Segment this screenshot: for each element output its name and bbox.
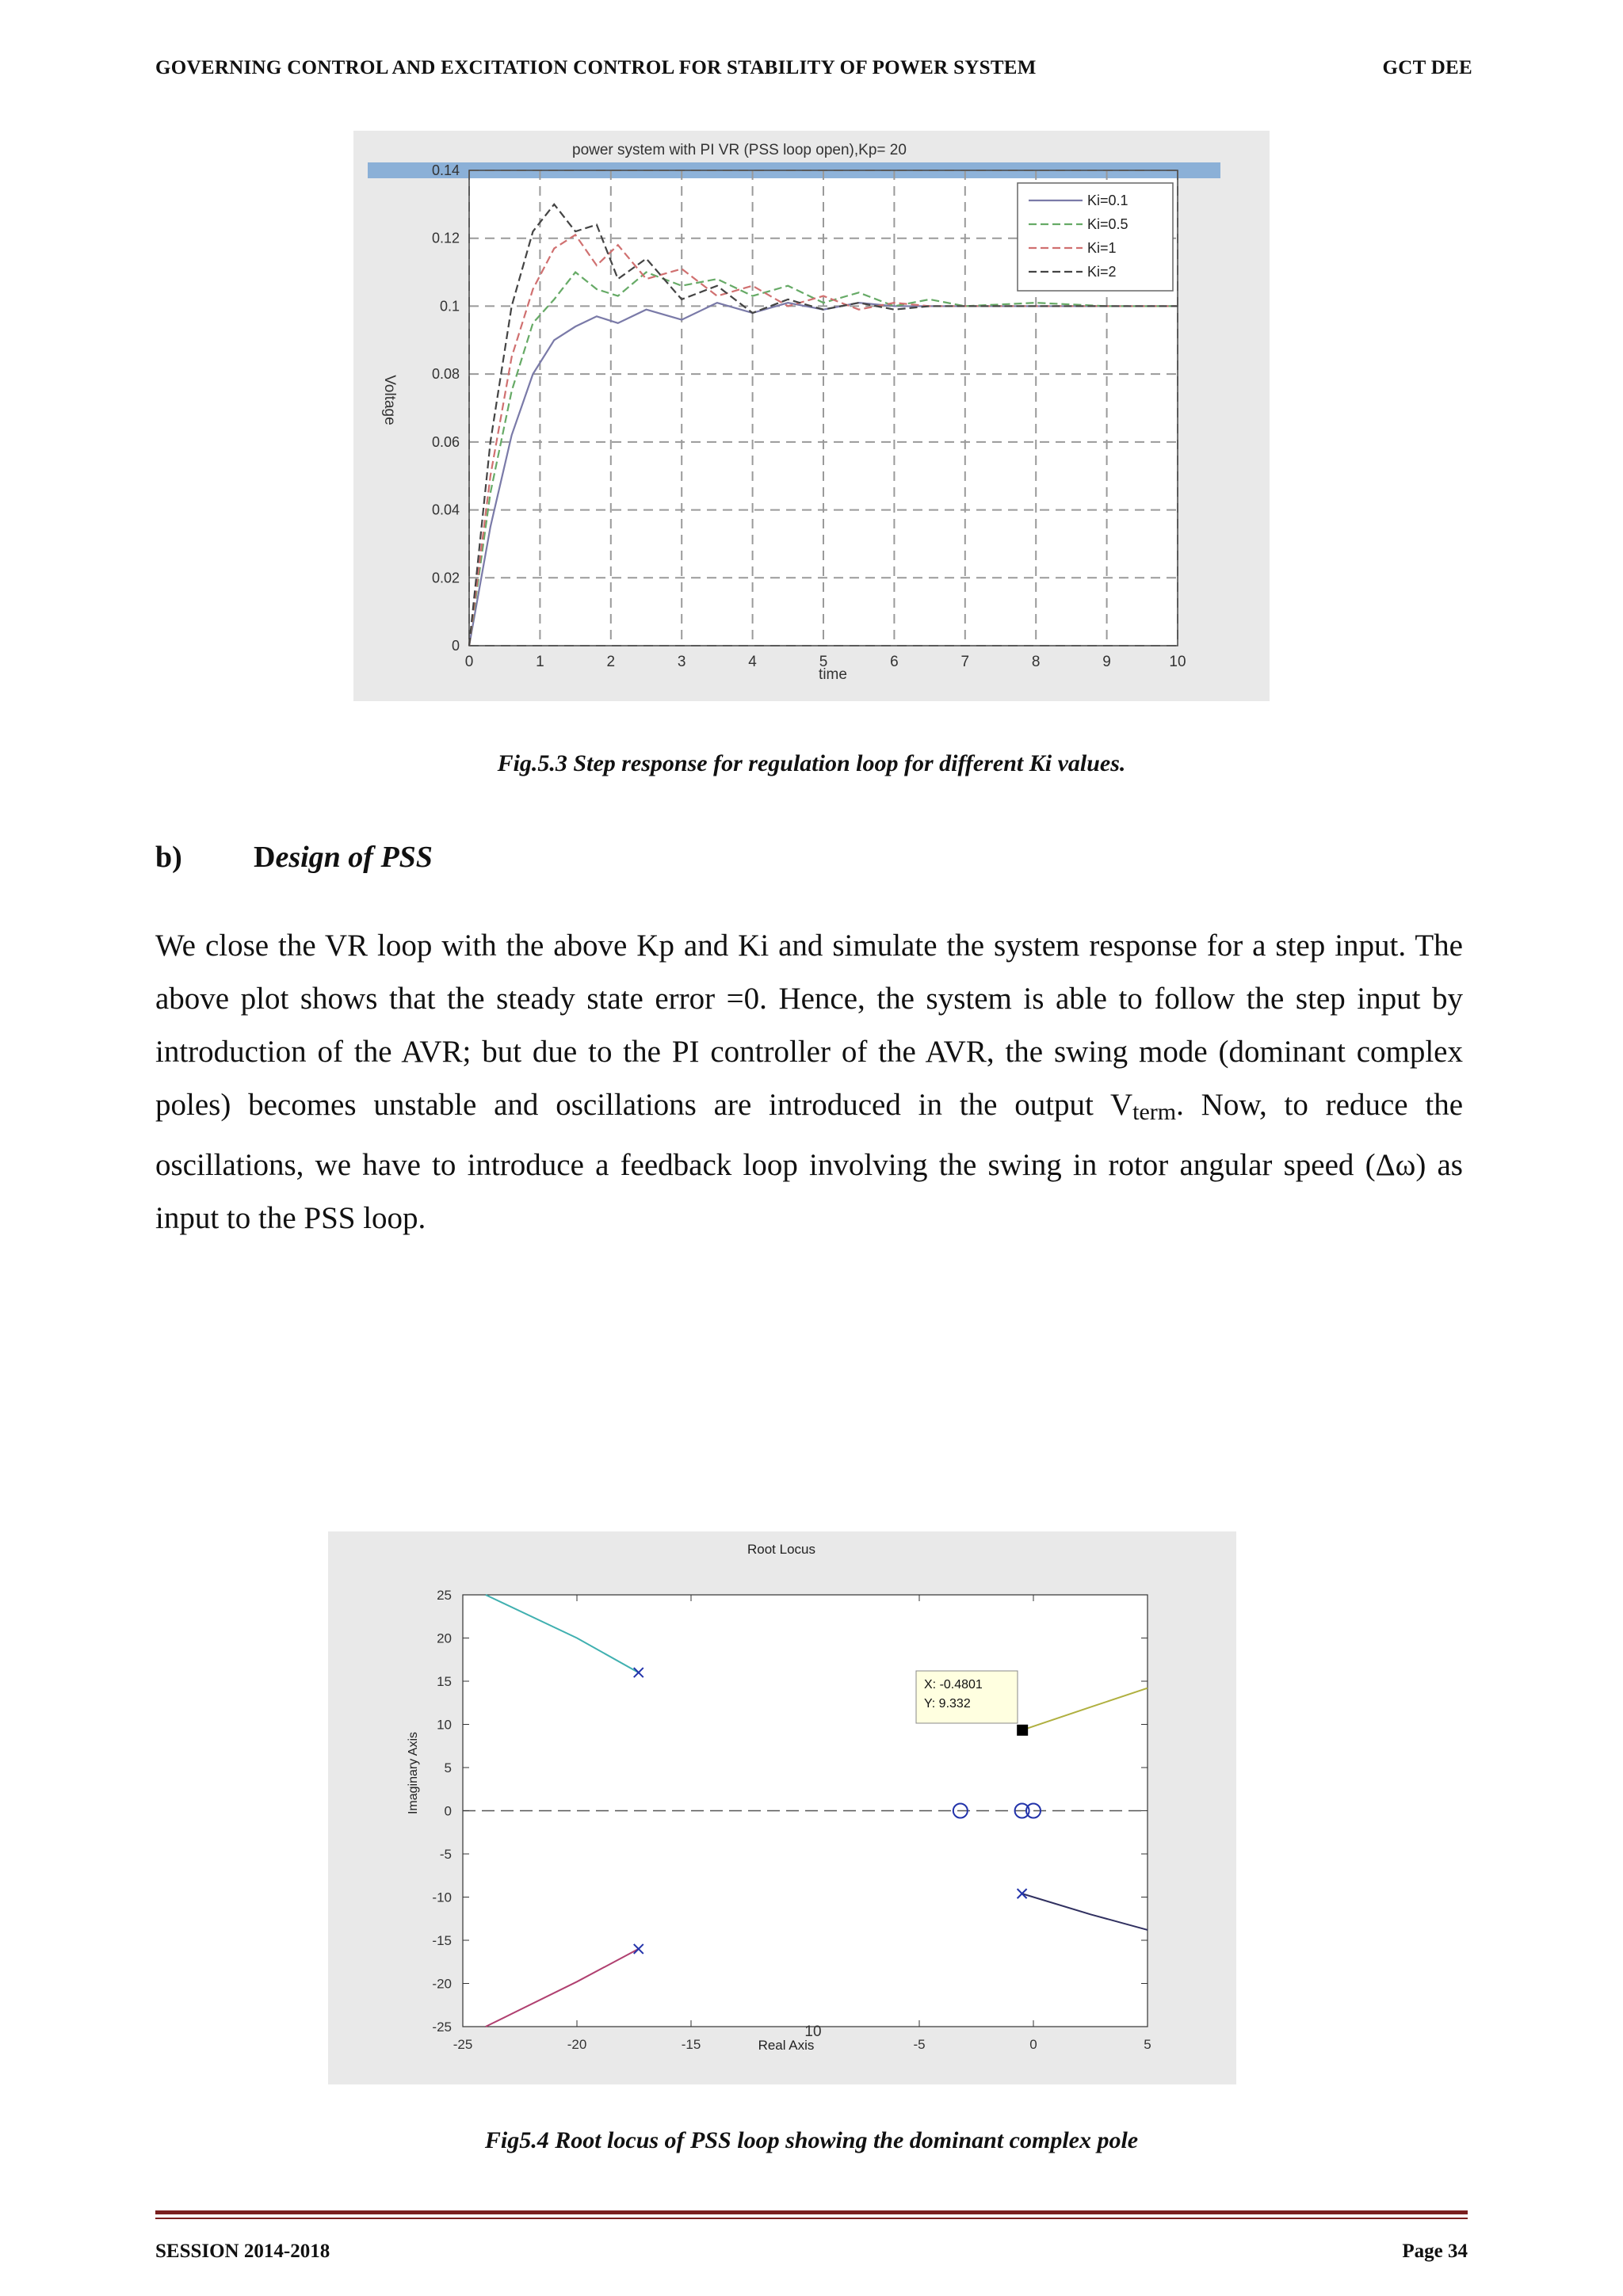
x-tick-label: 9	[1102, 654, 1111, 670]
legend-label: Ki=0.5	[1087, 216, 1128, 232]
footer-session: SESSION 2014-2018	[155, 2241, 330, 2262]
root-locus-chart	[328, 1531, 1236, 2084]
datatip-y: Y: 9.332	[924, 1697, 971, 1711]
y-tick-label: 5	[444, 1760, 452, 1775]
figure-5-4-caption: Fig5.4 Root locus of PSS loop showing the dominant complex pole	[484, 2127, 1139, 2153]
x-tick-label: -5	[913, 2037, 926, 2052]
datatip-marker	[1017, 1725, 1028, 1736]
x-tick-label: -15	[681, 2037, 701, 2052]
y-tick-label: 20	[437, 1630, 452, 1646]
y-tick-label: 10	[437, 1717, 452, 1733]
x-tick-label: 7	[960, 654, 970, 670]
y-tick-label: 0.12	[431, 230, 460, 246]
y-tick-label: -10	[432, 1890, 452, 1905]
y-tick-label: 0	[451, 638, 460, 654]
x-tick-label: -25	[453, 2037, 473, 2052]
x-tick-label: 5	[819, 654, 828, 670]
y-tick-label: 0.02	[431, 570, 460, 586]
legend-label: Ki=2	[1087, 264, 1117, 280]
x-tick-label: -20	[567, 2037, 587, 2052]
x-tick-label: 3	[677, 654, 686, 670]
y-tick-label: 0.14	[431, 162, 460, 178]
section-title-initial: D	[254, 841, 276, 874]
x-axis-label: time	[819, 666, 847, 683]
x-tick-label: 6	[890, 654, 899, 670]
body-paragraph	[155, 919, 1463, 1245]
y-tick-label: 0.08	[431, 366, 460, 383]
datatip-x: X: -0.4801	[924, 1678, 983, 1691]
y-tick-label: 15	[437, 1674, 452, 1689]
running-header-dept: GCT DEE	[1382, 57, 1472, 78]
section-title-rest: esign of PSS	[275, 841, 433, 874]
x-tick-label: 4	[748, 654, 757, 670]
footer-page-number: Page 34	[1402, 2241, 1468, 2262]
y-axis-label: Voltage	[381, 375, 398, 425]
y-tick-label: -15	[432, 1933, 452, 1948]
paragraph-text-2: . Now, to reduce the oscillations, we have to introduce a feedback loop involving the swing in rotor angular speed (Δω) as input to the PSS loop.	[155, 1088, 1463, 1235]
x-tick-label: 8	[1031, 654, 1041, 670]
legend-label: Ki=1	[1087, 240, 1117, 256]
y-tick-label: 0.06	[431, 433, 460, 450]
paragraph-subscript: term	[1132, 1099, 1177, 1125]
y-tick-label: -20	[432, 1976, 452, 1992]
legend	[1018, 183, 1173, 291]
chart-title: power system with PI VR (PSS loop open),Kp= 20	[572, 142, 907, 158]
y-axis-label: Imaginary Axis	[407, 1731, 420, 1815]
y-tick-label: 0.1	[439, 298, 460, 315]
section-heading	[155, 840, 433, 875]
x-tick-label: 1	[536, 654, 544, 670]
chart-title: Root Locus	[747, 1542, 815, 1557]
x-tick-label: 0	[464, 654, 474, 670]
footer-rule-thin	[155, 2218, 1468, 2219]
y-tick-label: 0.04	[431, 502, 460, 518]
x-tick-label: 10	[1169, 654, 1186, 670]
figure-5-3-caption: Fig.5.3 Step response for regulation loop for different Ki values.	[497, 750, 1126, 776]
x-tick-label: 5	[1144, 2037, 1151, 2052]
footer-rule	[155, 2210, 1468, 2214]
y-tick-label: 25	[437, 1588, 452, 1603]
x-tick-label: 0	[1029, 2037, 1037, 2052]
y-tick-label: -5	[439, 1847, 452, 1862]
x-tick-label-mid: 10	[804, 2023, 822, 2040]
paragraph-text-1: We close the VR loop with the above Kp and Ki and simulate the system response for a step input. The above plot shows that the steady state error =0. Hence, the system is able to follow the step input by introduction of the AVR; but due to the PI controller of the AVR, the swing mode (dominant complex poles) becomes unstable and oscillations are introduced in the output V	[155, 929, 1463, 1122]
x-tick-label: 2	[606, 654, 616, 670]
x-axis-label: Real Axis	[758, 2038, 815, 2053]
y-tick-label: -25	[432, 2019, 452, 2035]
section-label: b)	[155, 841, 182, 874]
section-title	[254, 840, 433, 875]
step-response-chart	[353, 131, 1270, 701]
running-header-title: GOVERNING CONTROL AND EXCITATION CONTROL FOR STABILITY OF POWER SYSTEM	[155, 57, 1037, 78]
y-tick-label: 0	[444, 1803, 452, 1819]
legend-label: Ki=0.1	[1087, 193, 1128, 208]
